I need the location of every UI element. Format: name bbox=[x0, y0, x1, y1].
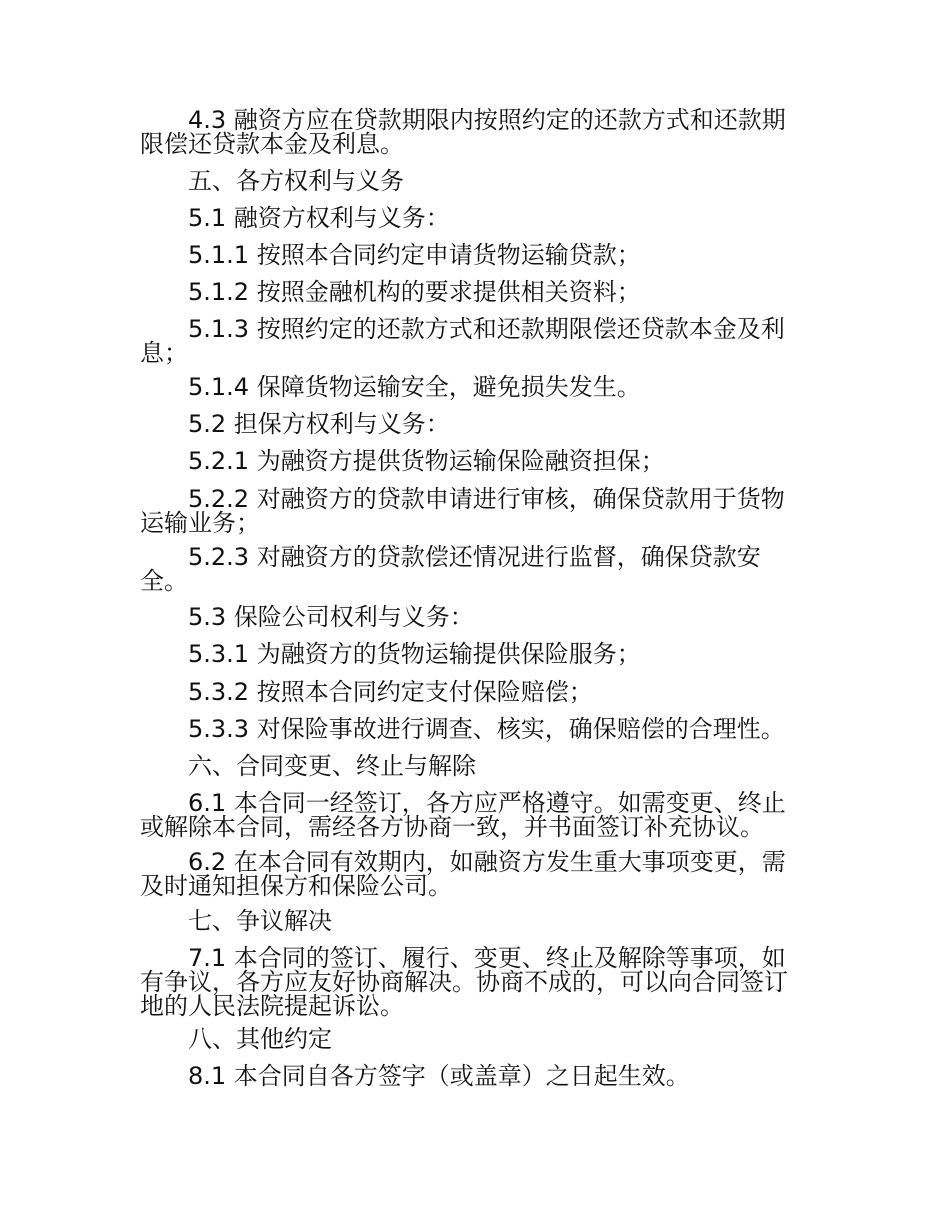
section-heading-8: 八、其他约定 bbox=[188, 1025, 332, 1053]
paragraph-6-1: 6.1 本合同一经签订，各方应严格遵守。如需变更、终止或解除本合同，需经各方协商一致，并书面签订补充协议。 bbox=[140, 789, 786, 841]
paragraph-5-3-1: 5.3.1 为融资方的货物运输提供保险服务； bbox=[188, 640, 641, 668]
paragraph-5-2-3: 5.2.3 对融资方的贷款偿还情况进行监督，确保贷款安全。 bbox=[140, 543, 761, 595]
section-heading-6: 六、合同变更、终止与解除 bbox=[188, 752, 476, 780]
paragraph-7-1: 7.1 本合同的签订、履行、变更、终止及解除等事项，如有争议，各方应友好协商解决。协商不成的，可以向合同签订地的人民法院提起诉讼。 bbox=[140, 944, 788, 1020]
paragraph-5-3-3: 5.3.3 对保险事故进行调查、核实，确保赔偿的合理性。 bbox=[188, 715, 785, 743]
paragraph-5-1-4: 5.1.4 保障货物运输安全，避免损失发生。 bbox=[188, 373, 641, 401]
paragraph-6-2: 6.2 在本合同有效期内，如融资方发生重大事项变更，需及时通知担保方和保险公司。 bbox=[140, 848, 786, 900]
paragraph-4-3: 4.3 融资方应在贷款期限内按照约定的还款方式和还款期限偿还贷款本金及利息。 bbox=[140, 106, 786, 158]
paragraph-5-1-1: 5.1.1 按照本合同约定申请货物运输贷款； bbox=[188, 241, 641, 269]
paragraph-5-3: 5.3 保险公司权利与义务： bbox=[188, 603, 474, 631]
paragraph-5-1-3: 5.1.3 按照约定的还款方式和还款期限偿还贷款本金及利息； bbox=[140, 315, 785, 367]
paragraph-5-1: 5.1 融资方权利与义务： bbox=[188, 204, 450, 232]
paragraph-5-3-2: 5.3.2 按照本合同约定支付保险赔偿； bbox=[188, 678, 593, 706]
paragraph-8-1: 8.1 本合同自各方签字（或盖章）之日起生效。 bbox=[188, 1062, 690, 1090]
section-heading-5: 五、各方权利与义务 bbox=[188, 167, 404, 195]
paragraph-5-2-1: 5.2.1 为融资方提供货物运输保险融资担保； bbox=[188, 447, 665, 475]
paragraph-5-1-2: 5.1.2 按照金融机构的要求提供相关资料； bbox=[188, 278, 641, 306]
paragraph-5-2-2: 5.2.2 对融资方的贷款申请进行审核，确保贷款用于货物运输业务； bbox=[140, 485, 785, 537]
section-heading-7: 七、争议解决 bbox=[188, 907, 332, 935]
paragraph-5-2: 5.2 担保方权利与义务： bbox=[188, 410, 450, 438]
